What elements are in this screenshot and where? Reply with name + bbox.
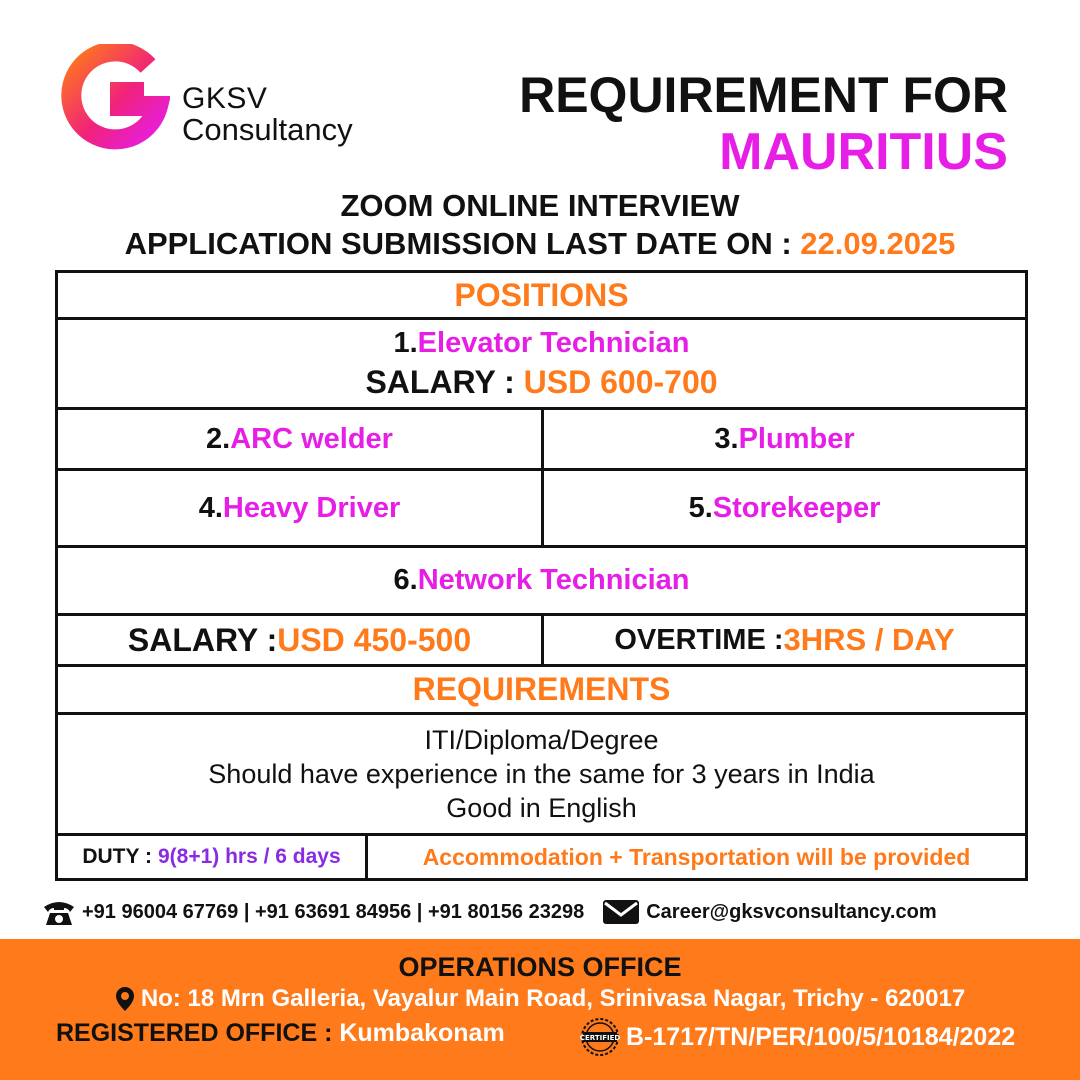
registered-office	[56, 1019, 505, 1048]
mail-icon	[602, 898, 640, 926]
position-cell-3	[541, 407, 1028, 471]
duty-label: DUTY :	[82, 845, 152, 868]
position-title: Network Technician	[417, 564, 690, 596]
requirement-item: Good in English	[446, 793, 637, 823]
position-number: 3.	[714, 422, 739, 455]
overtime-cell	[541, 613, 1028, 667]
location-pin-icon	[115, 986, 135, 1012]
position-title: Storekeeper	[712, 491, 881, 524]
page-title: REQUIREMENT FOR	[519, 67, 1008, 123]
position-number: 1.	[393, 326, 418, 359]
requirements-list	[55, 712, 1028, 836]
requirements-header: REQUIREMENTS	[55, 664, 1028, 715]
registered-office-label: REGISTERED OFFICE :	[56, 1019, 340, 1047]
position-row-1	[55, 317, 1028, 410]
deadline-date: 22.09.2025	[800, 226, 956, 261]
gksv-logo-icon	[60, 44, 170, 154]
requirement-item: Should have experience in the same for 3 years in India	[208, 759, 875, 789]
certified-stamp-icon	[580, 1017, 620, 1057]
overtime-value: 3HRS / DAY	[783, 622, 955, 657]
duty-cell	[55, 833, 368, 881]
positions-header: POSITIONS	[55, 270, 1028, 320]
duty-value: 9(8+1) hrs / 6 days	[157, 845, 341, 868]
position-number: 2.	[206, 422, 231, 455]
registered-office-value: Kumbakonam	[339, 1019, 505, 1047]
deadline-label: APPLICATION SUBMISSION LAST DATE ON :	[124, 226, 801, 261]
contact-row	[42, 896, 1042, 928]
position-title: ARC welder	[230, 422, 393, 455]
deadline-line	[0, 226, 1080, 262]
address-row	[0, 985, 1080, 1013]
svg-text:CERTIFIED: CERTIFIED	[580, 1034, 620, 1042]
phone-icon	[42, 897, 76, 927]
position-title: Heavy Driver	[222, 491, 401, 524]
overtime-label: OVERTIME :	[614, 623, 784, 656]
salary-cell-2	[55, 613, 544, 667]
position-item	[393, 327, 689, 360]
salary-label: SALARY :	[127, 621, 278, 658]
position-number: 6.	[393, 564, 418, 596]
salary-value: USD 450-500	[277, 621, 472, 658]
salary-value: USD 600-700	[523, 363, 718, 400]
brand-subtitle: Consultancy	[182, 112, 353, 147]
operations-address: No: 18 Mrn Galleria, Vayalur Main Road, Srinivasa Nagar, Trichy - 620017	[140, 985, 966, 1012]
salary-line-1	[365, 364, 717, 401]
position-number: 4.	[198, 491, 223, 524]
position-row-6	[55, 545, 1028, 616]
license-row	[580, 1017, 1015, 1057]
position-cell-2	[55, 407, 544, 471]
position-cell-5	[541, 468, 1028, 548]
license-number: B-1717/TN/PER/100/5/10184/2022	[626, 1022, 1016, 1051]
position-title: Elevator Technician	[417, 326, 690, 359]
position-cell-4	[55, 468, 544, 548]
destination-country: MAURITIUS	[719, 123, 1008, 181]
position-title: Plumber	[738, 422, 855, 455]
position-number: 5.	[688, 491, 713, 524]
interview-mode: ZOOM ONLINE INTERVIEW	[340, 188, 740, 223]
email-link[interactable]: Career@gksvconsultancy.com	[646, 900, 937, 923]
salary-label: SALARY :	[365, 363, 524, 400]
requirement-item: ITI/Diploma/Degree	[424, 725, 659, 755]
brand-name: GKSV	[182, 82, 268, 115]
benefits-cell: Accommodation + Transportation will be provided	[365, 833, 1028, 881]
operations-office-title: OPERATIONS OFFICE	[398, 952, 682, 982]
phone-numbers[interactable]: +91 96004 67769 | +91 63691 84956 | +91 80156 23298	[82, 900, 585, 923]
